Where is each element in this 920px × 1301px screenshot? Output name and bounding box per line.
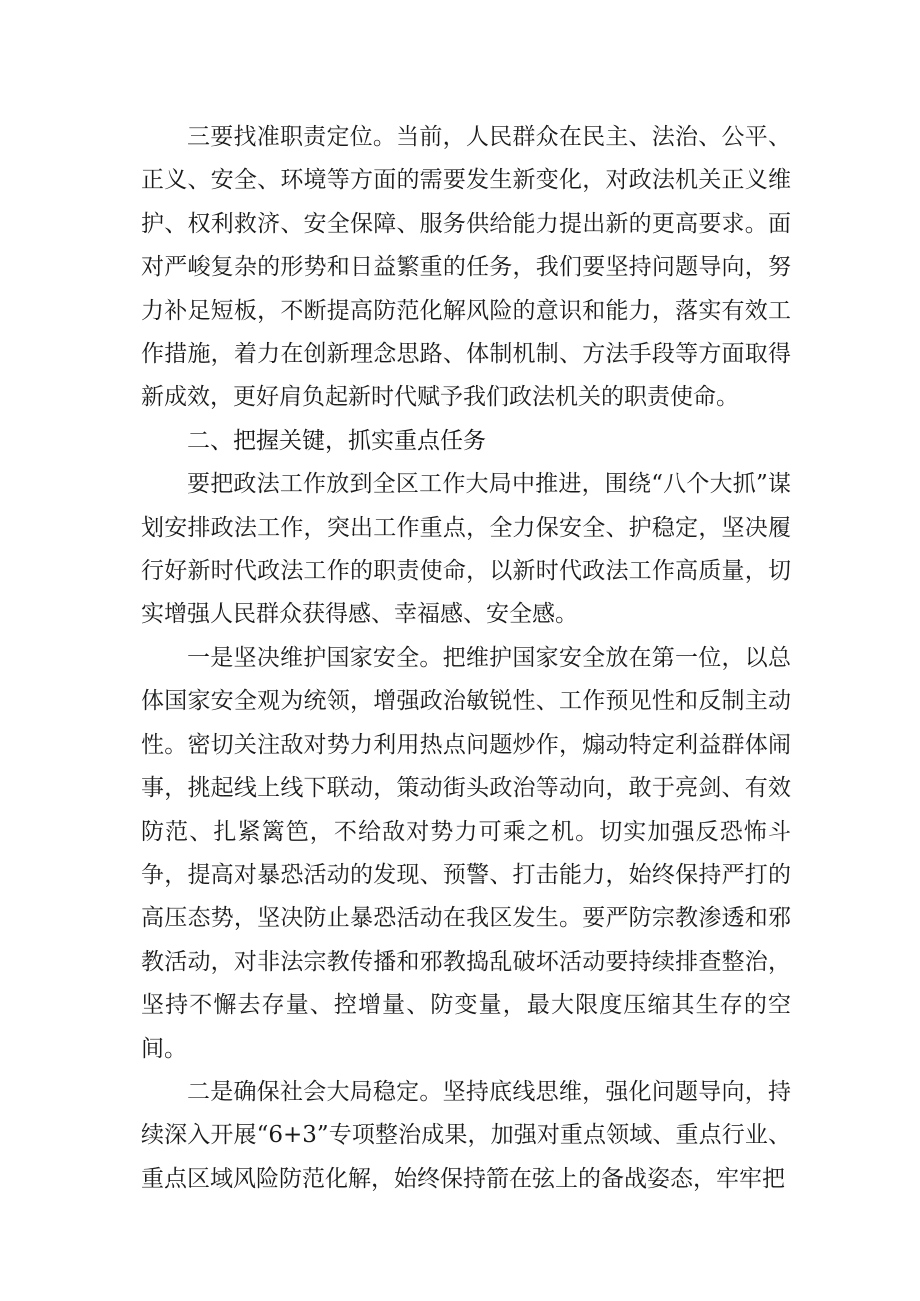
paragraph-duty-positioning: 三要找准职责定位。当前，人民群众在民主、法治、公平、正义、安全、环境等方面的需要发生新变化，对政法机关正义维护、权利救济、安全保障、服务供给能力提出新的更高要求。面对严峻复杂的形势和日益繁重的任务，我们要坚持问题导向，努力补足短板，不断提高防范化解风险的意识和能力，落实有效工作措施，着力在创新理念思路、体制机制、方法手段等方面取得新成效，更好肩负起新时代赋予我们政法机关的职责使命。	[141, 124, 791, 411]
paragraph-national-security: 一是坚决维护国家安全。把维护国家安全放在第一位，以总体国家安全观为统领，增强政治敏锐性、工作预见性和反制主动性。密切关注敌对势力利用热点问题炒作，煽动特定利益群体闹事，挑起线上线下联动，策动街头政治等动向，敢于亮剑、有效防范、扎紧篱笆，不给敌对势力可乘之机。切实加强反恐怖斗争，提高对暴恐活动的发现、预警、打击能力，始终保持严打的高压态势，坚决防止暴恐活动在我区发生。要严防宗教渗透和邪教活动，对非法宗教传播和邪教捣乱破坏活动要持续排查整治，坚持不懈去存量、控增量、防变量，最大限度压缩其生存的空间。	[141, 644, 791, 1062]
section-heading: 二、把握关键，抓实重点任务	[187, 427, 486, 454]
paragraph-section-intro: 要把政法工作放到全区工作大局中推进，围绕“八个大抓”谋划安排政法工作，突出工作重点，全力保安全、护稳定，坚决履行好新时代政法工作的职责使命，以新时代政法工作高质量，切实增强人民群众获得感、幸福感、安全感。	[141, 471, 791, 628]
document-page	[141, 116, 791, 1201]
paragraph-social-stability: 二是确保社会大局稳定。坚持底线思维，强化问题导向，持续深入开展“6+3”专项整治成果，加强对重点领域、重点行业、重点区域风险防范化解，始终保持箭在弦上的备战姿态，牢牢把	[141, 1078, 791, 1192]
